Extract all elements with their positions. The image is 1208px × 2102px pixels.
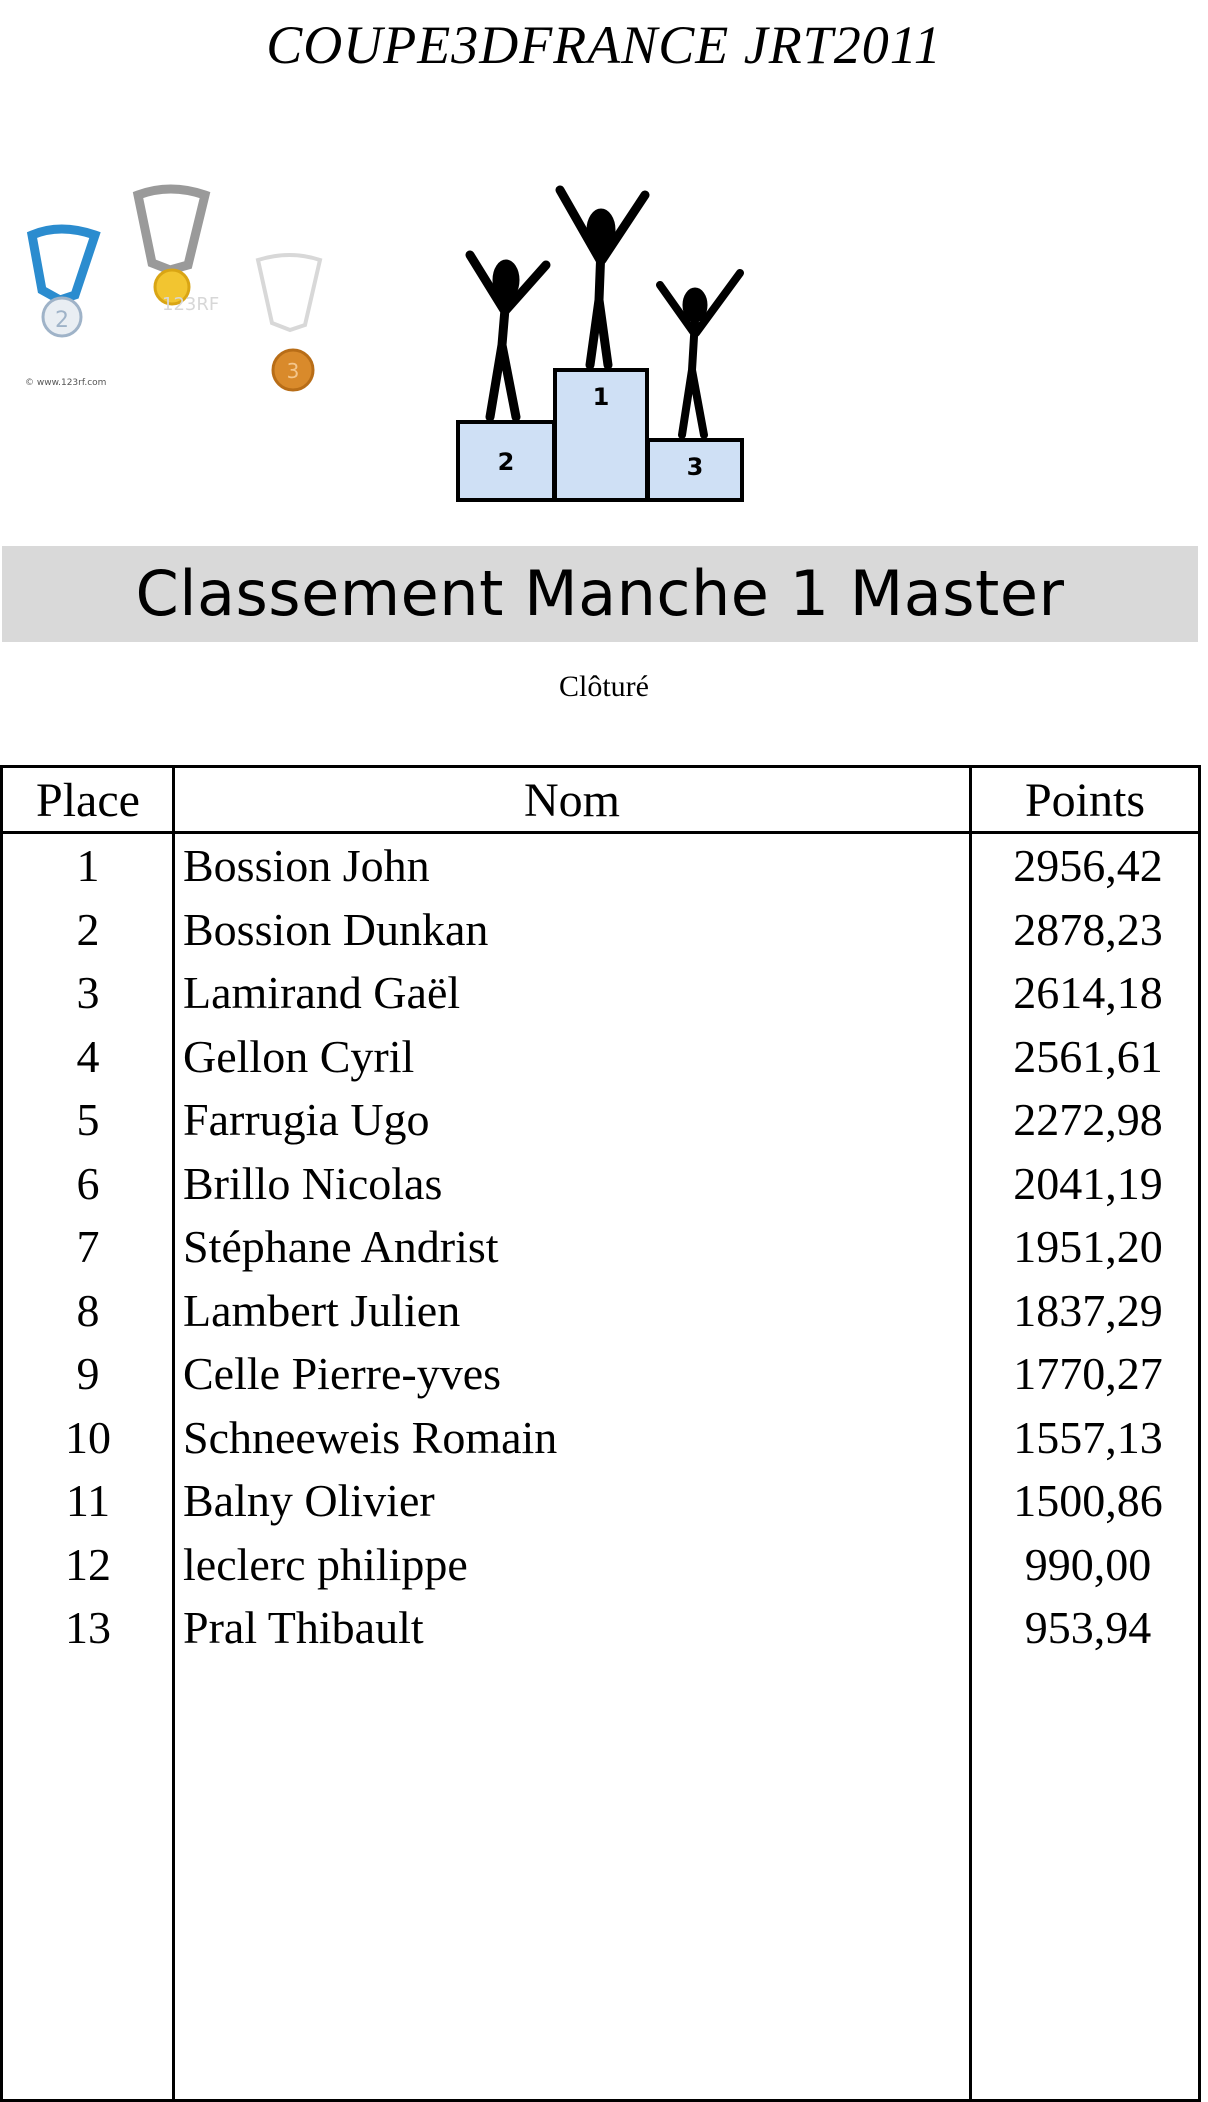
classement-banner: [2, 546, 1198, 642]
table-row: [3, 1469, 1198, 1533]
place-cell: 5: [76, 1094, 100, 1145]
name-cell: Stéphane Andrist: [183, 1221, 499, 1272]
points-cell: 2956,42: [1013, 840, 1163, 891]
place-cell: 3: [76, 967, 100, 1018]
ranking-table: [0, 765, 1201, 2102]
medals-image: [20, 175, 360, 405]
table-row: [3, 898, 1198, 962]
bronze-medal-icon: [258, 255, 320, 390]
table-row: [3, 1342, 1198, 1406]
points-cell: 2878,23: [1013, 903, 1163, 955]
points-cell: 2041,19: [1013, 1157, 1163, 1209]
svg-text:2: 2: [497, 448, 515, 476]
place-cell: 1: [76, 840, 100, 891]
name-cell: Celle Pierre-yves: [183, 1348, 502, 1399]
place-cell: 8: [76, 1284, 100, 1336]
points-cell: 2561,61: [1013, 1030, 1163, 1082]
table-row: [3, 961, 1198, 1025]
svg-text:3: 3: [286, 359, 300, 383]
page-title: COUPE3DFRANCE JRT2011: [266, 15, 942, 75]
name-cell: Bossion John: [183, 840, 430, 891]
place-cell: 2: [76, 903, 100, 955]
table-row: [3, 1533, 1198, 1597]
status-label: Clôturé: [559, 670, 649, 703]
svg-text:1: 1: [592, 383, 610, 411]
points-cell: 1837,29: [1013, 1284, 1163, 1336]
svg-text:© www.123rf.com: © www.123rf.com: [25, 378, 107, 388]
points-cell: 953,94: [1024, 1602, 1152, 1653]
name-cell: Bossion Dunkan: [183, 903, 489, 955]
svg-text:3: 3: [686, 453, 704, 481]
place-cell: 4: [76, 1030, 100, 1082]
place-cell: 10: [65, 1411, 111, 1463]
table-row: [3, 1406, 1198, 1470]
place-cell: 12: [65, 1538, 111, 1590]
place-cell: 13: [65, 1602, 111, 1653]
header-points: Points: [1024, 774, 1146, 827]
place-cell: 6: [76, 1157, 100, 1209]
points-cell: 1951,20: [1013, 1221, 1163, 1272]
header-place: Place: [36, 774, 140, 827]
svg-text:123RF: 123RF: [162, 294, 220, 315]
silver-medal-icon: [25, 229, 106, 388]
points-cell: 2272,98: [1013, 1094, 1163, 1145]
header-nom: Nom: [524, 774, 620, 827]
name-cell: Lambert Julien: [183, 1284, 461, 1336]
points-cell: 1557,13: [1013, 1411, 1163, 1463]
podium-image: [450, 185, 760, 505]
table-row: [3, 1215, 1198, 1279]
gold-medal-icon: [138, 189, 219, 315]
points-cell: 1770,27: [1013, 1348, 1163, 1399]
name-cell: Pral Thibault: [183, 1602, 424, 1653]
points-cell: 990,00: [1024, 1538, 1152, 1590]
name-cell: Gellon Cyril: [183, 1030, 415, 1082]
name-cell: Schneeweis Romain: [183, 1411, 558, 1463]
points-cell: 1500,86: [1013, 1475, 1163, 1526]
name-cell: Balny Olivier: [183, 1475, 435, 1526]
banner-title: Classement Manche 1 Master: [135, 557, 1065, 630]
name-cell: Farrugia Ugo: [183, 1094, 430, 1145]
podium-step-2: [458, 422, 554, 500]
table-row: [3, 1152, 1198, 1216]
table-row: [3, 1025, 1198, 1089]
table-row: [3, 1088, 1198, 1152]
svg-text:2: 2: [55, 308, 69, 333]
name-cell: Lamirand Gaël: [183, 967, 461, 1018]
podium-step-1: [555, 370, 647, 500]
table-row: [3, 834, 1198, 898]
points-cell: 2614,18: [1013, 967, 1163, 1018]
place-cell: 7: [76, 1221, 100, 1272]
name-cell: leclerc philippe: [183, 1538, 468, 1590]
name-cell: Brillo Nicolas: [183, 1157, 443, 1209]
table-row: [3, 1279, 1198, 1343]
table-row: [3, 1596, 1198, 1660]
podium-step-3: [648, 440, 742, 500]
place-cell: 11: [65, 1475, 111, 1526]
place-cell: 9: [76, 1348, 100, 1399]
